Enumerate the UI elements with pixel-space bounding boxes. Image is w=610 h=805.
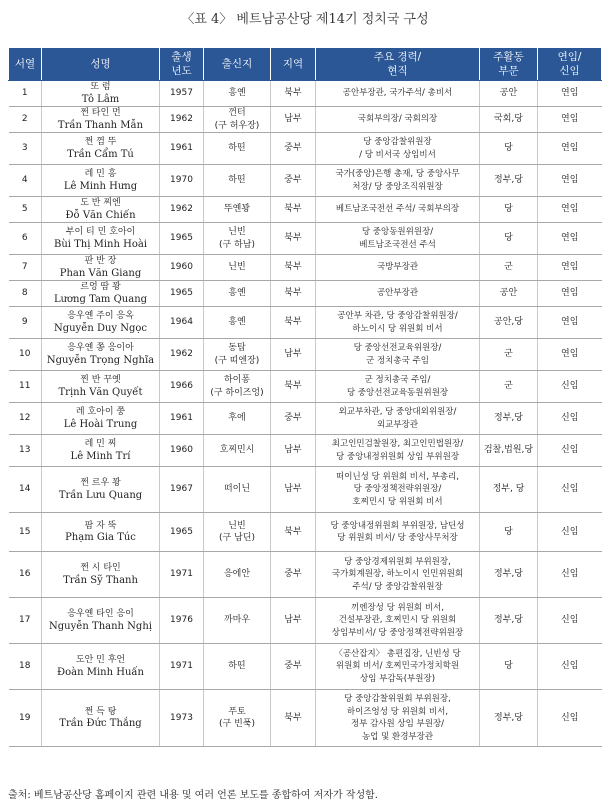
- name-cell: [42, 197, 160, 223]
- rank-cell: 19: [9, 690, 42, 747]
- table-row: [9, 223, 602, 255]
- table-row: [9, 307, 602, 339]
- rank-cell: 1: [9, 81, 42, 107]
- rank-cell: 11: [9, 371, 42, 403]
- career-cell: 국방부장관: [316, 255, 480, 281]
- region-cell: 중부: [271, 165, 316, 197]
- name-cell: [42, 435, 160, 467]
- birth-year-cell: 1965: [160, 223, 204, 255]
- career-cell: 국가(중앙)은행 총재, 당 중앙사무 처장/ 당 중앙조직위원장: [316, 165, 480, 197]
- sector-cell: 정부, 당: [480, 467, 538, 513]
- name-cell: [42, 165, 160, 197]
- term-cell: 신임: [538, 513, 602, 552]
- sector-cell: 정부,당: [480, 403, 538, 435]
- name-vietnamese: Lê Minh Trí: [70, 450, 131, 462]
- name-vietnamese: Trịnh Văn Quyết: [58, 386, 143, 398]
- name-korean: 응우옌 쫑 응이아: [67, 343, 134, 353]
- name-cell: [42, 307, 160, 339]
- career-cell: 당 중앙감찰위원회 부위원장, 하이즈엉성 당 위원회 비서, 정부 감사원 상임 부원장/ 농업 및 환경부장관: [316, 690, 480, 747]
- table-row: [9, 107, 602, 133]
- career-cell: 당 중앙선전교육위원장/ 군 정치총국 주임: [316, 339, 480, 371]
- origin-cell: 떠이닌: [204, 467, 271, 513]
- career-cell: 〈공산잡지〉 총편집장, 닌빈성 당 위원회 비서/ 호찌민국가정치학원 상임 부감독(부원장): [316, 644, 480, 690]
- table-row: [9, 371, 602, 403]
- term-cell: 연임: [538, 81, 602, 107]
- term-cell: 신임: [538, 467, 602, 513]
- career-cell: 공안부 차관, 당 중앙감찰위원장/ 하노이시 당 위원회 비서: [316, 307, 480, 339]
- name-vietnamese: Nguyễn Trọng Nghĩa: [46, 354, 155, 366]
- origin-cell: 까마우: [204, 598, 271, 644]
- birth-year-cell: 1971: [160, 644, 204, 690]
- career-cell: 당 중앙감찰위원장 / 당 비서국 상임비서: [316, 133, 480, 165]
- name-cell: [42, 403, 160, 435]
- sector-cell: 정부,당: [480, 165, 538, 197]
- name-vietnamese: Đỗ Văn Chiến: [65, 209, 136, 221]
- term-cell: 연임: [538, 255, 602, 281]
- sector-cell: 당: [480, 644, 538, 690]
- name-korean: 도 반 찌엔: [80, 198, 121, 208]
- region-cell: 북부: [271, 255, 316, 281]
- sector-cell: 당: [480, 197, 538, 223]
- name-korean: 도안 민 후언: [75, 655, 126, 665]
- name-cell: [42, 223, 160, 255]
- term-cell: 연임: [538, 281, 602, 307]
- rank-cell: 5: [9, 197, 42, 223]
- table-row: [9, 598, 602, 644]
- name-korean: 또 럼: [90, 82, 111, 92]
- rank-cell: 16: [9, 552, 42, 598]
- career-cell: 군 정치총국 주임/ 당 중앙선전교육동원위원장: [316, 371, 480, 403]
- birth-year-cell: 1957: [160, 81, 204, 107]
- name-vietnamese: Đoàn Minh Huấn: [57, 666, 144, 678]
- sector-cell: 검찰,법원,당: [480, 435, 538, 467]
- career-cell: 최고인민검찰원장, 최고인민법원장/ 당 중앙내정위원회 상임 부위원장: [316, 435, 480, 467]
- rank-cell: 15: [9, 513, 42, 552]
- region-cell: 중부: [271, 644, 316, 690]
- rank-cell: 4: [9, 165, 42, 197]
- sector-cell: 군: [480, 255, 538, 281]
- career-cell: 떠이닌성 당 위원회 비서, 부총리, 당 중앙정책전략위원장/ 호찌민시 당 위원회 비서: [316, 467, 480, 513]
- table-row: [9, 339, 602, 371]
- rank-cell: 3: [9, 133, 42, 165]
- rank-cell: 14: [9, 467, 42, 513]
- sector-cell: 당: [480, 133, 538, 165]
- name-korean: 판 반 장: [84, 256, 117, 266]
- term-cell: 연임: [538, 133, 602, 165]
- column-header-rank: 서열: [9, 48, 42, 81]
- rank-cell: 13: [9, 435, 42, 467]
- column-header-sector: 주활동 부문: [480, 48, 538, 81]
- term-cell: 연임: [538, 165, 602, 197]
- name-korean: 응우옌 타인 응이: [67, 609, 134, 619]
- name-vietnamese: Phạm Gia Túc: [65, 532, 136, 543]
- name-cell: [42, 690, 160, 747]
- origin-cell: 하띤: [204, 133, 271, 165]
- name-korean: 팜 자 뚝: [84, 520, 117, 531]
- name-cell: [42, 552, 160, 598]
- birth-year-cell: 1967: [160, 467, 204, 513]
- sector-cell: 당: [480, 513, 538, 552]
- name-korean: 쩐 르우 꽝: [80, 478, 121, 488]
- sector-cell: 공안: [480, 281, 538, 307]
- rank-cell: 9: [9, 307, 42, 339]
- origin-cell: 닌빈 (구 하남): [204, 223, 271, 255]
- origin-cell: 하띤: [204, 644, 271, 690]
- region-cell: 북부: [271, 223, 316, 255]
- name-korean: 레 민 흥: [84, 169, 117, 179]
- name-vietnamese: Lê Minh Hưng: [63, 180, 138, 192]
- name-cell: [42, 255, 160, 281]
- name-vietnamese: Nguyễn Thanh Nghị: [49, 620, 152, 632]
- sector-cell: 국회,당: [480, 107, 538, 133]
- region-cell: 남부: [271, 598, 316, 644]
- career-cell: 공안부장관: [316, 281, 480, 307]
- term-cell: 신임: [538, 403, 602, 435]
- origin-cell: 푸토 (구 빈푹): [204, 690, 271, 747]
- table-row: [9, 81, 602, 107]
- name-cell: [42, 107, 160, 133]
- term-cell: 신임: [538, 435, 602, 467]
- name-cell: [42, 644, 160, 690]
- career-cell: 당 중앙내정위원회 부위원장, 남딘성 당 위원회 비서/ 당 중앙사무처장: [316, 513, 480, 552]
- birth-year-cell: 1962: [160, 107, 204, 133]
- table-row: [9, 255, 602, 281]
- term-cell: 신임: [538, 552, 602, 598]
- sector-cell: 군: [480, 339, 538, 371]
- sector-cell: 공안,당: [480, 307, 538, 339]
- origin-cell: 흥옌: [204, 81, 271, 107]
- region-cell: 남부: [271, 107, 316, 133]
- name-vietnamese: Bùi Thị Minh Hoài: [53, 238, 148, 250]
- name-cell: [42, 133, 160, 165]
- sector-cell: 정부,당: [480, 552, 538, 598]
- birth-year-cell: 1966: [160, 371, 204, 403]
- table-row: [9, 133, 602, 165]
- name-vietnamese: Tô Lâm: [81, 93, 120, 105]
- table-row: [9, 690, 602, 747]
- table-row: [9, 197, 602, 223]
- region-cell: 북부: [271, 197, 316, 223]
- origin-cell: 뚜옌꽝: [204, 197, 271, 223]
- region-cell: 중부: [271, 552, 316, 598]
- birth-year-cell: 1970: [160, 165, 204, 197]
- origin-cell: 하이퐁 (구 하이즈엉): [204, 371, 271, 403]
- rank-cell: 17: [9, 598, 42, 644]
- birth-year-cell: 1965: [160, 513, 204, 552]
- term-cell: 연임: [538, 339, 602, 371]
- table-row: [9, 403, 602, 435]
- name-vietnamese: Trần Thanh Mẫn: [57, 119, 144, 131]
- rank-cell: 2: [9, 107, 42, 133]
- term-cell: 연임: [538, 307, 602, 339]
- rank-cell: 7: [9, 255, 42, 281]
- sector-cell: 정부,당: [480, 598, 538, 644]
- birth-year-cell: 1962: [160, 339, 204, 371]
- term-cell: 연임: [538, 107, 602, 133]
- birth-year-cell: 1965: [160, 281, 204, 307]
- name-cell: [42, 513, 160, 552]
- rank-cell: 8: [9, 281, 42, 307]
- name-vietnamese: Phan Văn Giang: [59, 267, 142, 279]
- term-cell: 연임: [538, 197, 602, 223]
- birth-year-cell: 1960: [160, 255, 204, 281]
- name-korean: 쩐 득 탕: [84, 706, 117, 717]
- name-korean: 레 민 찌: [84, 439, 117, 449]
- name-korean: 레 호아이 쭝: [75, 407, 126, 417]
- name-vietnamese: Lương Tam Quang: [53, 293, 148, 305]
- table-body: [9, 81, 602, 747]
- origin-cell: 응에안: [204, 552, 271, 598]
- region-cell: 북부: [271, 81, 316, 107]
- origin-cell: 닌빈: [204, 255, 271, 281]
- career-cell: 끼엔장성 당 위원회 비서, 건설부장관, 호찌민시 당 위원회 상임부비서/ 당 중앙정책전략위원장: [316, 598, 480, 644]
- header-row: [9, 48, 602, 81]
- region-cell: 북부: [271, 307, 316, 339]
- birth-year-cell: 1971: [160, 552, 204, 598]
- source-note: 출처: 베트남공산당 홈페이지 관련 내용 및 여러 언론 보도를 종합하여 저자가 작성함.: [8, 790, 378, 801]
- career-cell: 당 중앙동원위원장/ 베트남조국전선 주석: [316, 223, 480, 255]
- career-cell: 당 중앙경제위원회 부위원장, 국가회계원장, 하노이시 인민위원회 주석/ 당 중앙감찰위원장: [316, 552, 480, 598]
- origin-cell: 호찌민시: [204, 435, 271, 467]
- name-cell: [42, 371, 160, 403]
- table-row: [9, 644, 602, 690]
- table-row: [9, 513, 602, 552]
- birth-year-cell: 1964: [160, 307, 204, 339]
- origin-cell: 흥옌: [204, 281, 271, 307]
- column-header-career: 주요 경력/ 현직: [316, 48, 480, 81]
- career-cell: 외교부차관, 당 중앙대외위원장/ 외교부장관: [316, 403, 480, 435]
- name-korean: 쩐 타인 먼: [80, 108, 121, 118]
- table-title: 〈표 4〉 베트남공산당 제14기 정치국 구성: [181, 12, 429, 27]
- career-cell: 공안부장관, 국가주석/ 총비서: [316, 81, 480, 107]
- column-header-name: 성명: [42, 48, 160, 81]
- table-row: [9, 281, 602, 307]
- birth-year-cell: 1961: [160, 133, 204, 165]
- region-cell: 중부: [271, 403, 316, 435]
- name-cell: [42, 339, 160, 371]
- origin-cell: 닌빈 (구 남딘): [204, 513, 271, 552]
- region-cell: 중부: [271, 133, 316, 165]
- birth-year-cell: 1960: [160, 435, 204, 467]
- sector-cell: 공안: [480, 81, 538, 107]
- origin-cell: 흥옌: [204, 307, 271, 339]
- region-cell: 북부: [271, 281, 316, 307]
- rank-cell: 10: [9, 339, 42, 371]
- sector-cell: 군: [480, 371, 538, 403]
- region-cell: 북부: [271, 690, 316, 747]
- column-header-term: 연임/ 신임: [538, 48, 602, 81]
- name-vietnamese: Lê Hoài Trung: [63, 418, 138, 430]
- table-row: [9, 467, 602, 513]
- term-cell: 신임: [538, 690, 602, 747]
- sector-cell: 정부,당: [480, 690, 538, 747]
- name-cell: [42, 467, 160, 513]
- name-korean: 찐 반 꾸옛: [80, 375, 121, 385]
- column-header-birth-year: 출생 년도: [160, 48, 204, 81]
- career-cell: 베트남조국전선 주석/ 국회부의장: [316, 197, 480, 223]
- name-vietnamese: Trần Đức Thắng: [59, 718, 142, 729]
- column-header-region: 지역: [271, 48, 316, 81]
- rank-cell: 18: [9, 644, 42, 690]
- table-row: [9, 435, 602, 467]
- region-cell: 북부: [271, 513, 316, 552]
- region-cell: 남부: [271, 467, 316, 513]
- term-cell: 신임: [538, 598, 602, 644]
- rank-cell: 6: [9, 223, 42, 255]
- region-cell: 북부: [271, 371, 316, 403]
- name-korean: 르엉 땀 꽝: [80, 282, 121, 292]
- name-cell: [42, 81, 160, 107]
- birth-year-cell: 1961: [160, 403, 204, 435]
- birth-year-cell: 1973: [160, 690, 204, 747]
- career-cell: 국회부의장/ 국회의장: [316, 107, 480, 133]
- name-vietnamese: Trần Lưu Quang: [58, 489, 143, 501]
- name-korean: 응우옌 주이 응옥: [67, 311, 134, 321]
- term-cell: 신임: [538, 644, 602, 690]
- name-korean: 쩐 껌 뚜: [84, 137, 117, 147]
- rank-cell: 12: [9, 403, 42, 435]
- origin-cell: 껀터 (구 허우장): [204, 107, 271, 133]
- name-vietnamese: Nguyễn Duy Ngọc: [53, 322, 148, 334]
- region-cell: 남부: [271, 435, 316, 467]
- origin-cell: 후에: [204, 403, 271, 435]
- column-header-origin: 출신지: [204, 48, 271, 81]
- term-cell: 신임: [538, 371, 602, 403]
- name-vietnamese: Trần Sỹ Thanh: [63, 574, 138, 586]
- name-korean: 쩐 시 타인: [80, 563, 121, 573]
- origin-cell: 하띤: [204, 165, 271, 197]
- name-cell: [42, 598, 160, 644]
- table-row: [9, 552, 602, 598]
- sector-cell: 당: [480, 223, 538, 255]
- name-cell: [42, 281, 160, 307]
- birth-year-cell: 1962: [160, 197, 204, 223]
- birth-year-cell: 1976: [160, 598, 204, 644]
- origin-cell: 동탑 (구 띠엔장): [204, 339, 271, 371]
- region-cell: 남부: [271, 339, 316, 371]
- term-cell: 연임: [538, 223, 602, 255]
- politburo-table: [8, 47, 602, 747]
- name-vietnamese: Trần Cẩm Tú: [67, 148, 134, 160]
- table-row: [9, 165, 602, 197]
- name-korean: 부이 티 민 호아이: [65, 227, 136, 237]
